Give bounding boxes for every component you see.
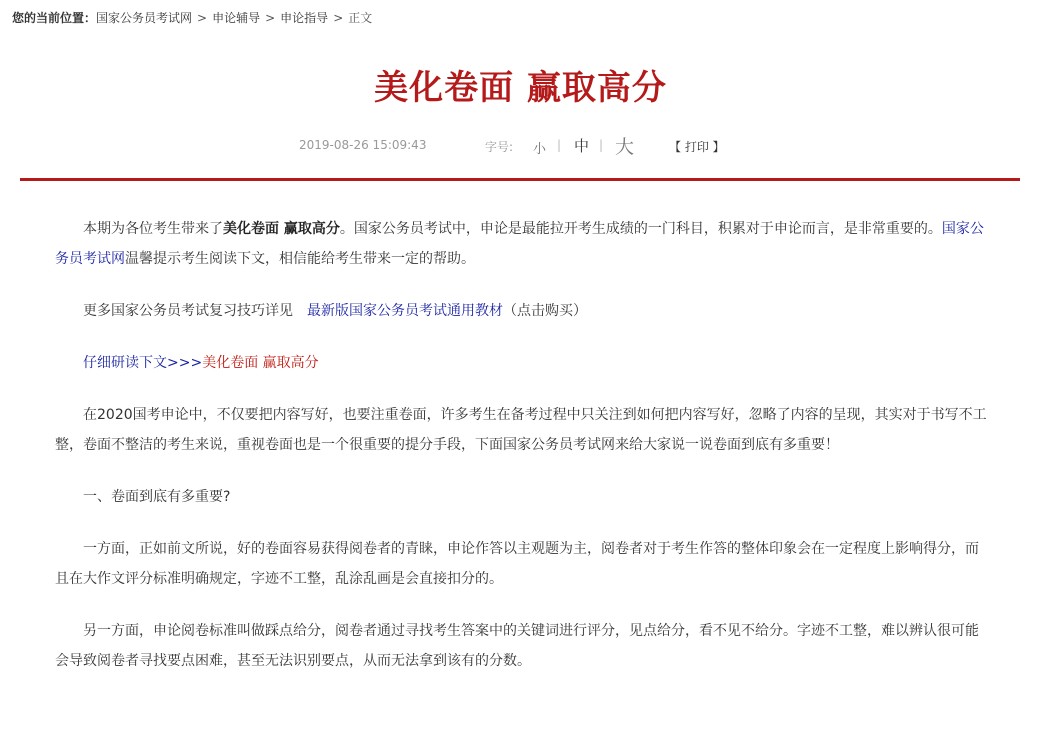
read-more-link[interactable]: 仔细研读下文>>> — [83, 355, 203, 371]
article-paragraph: 另一方面，申论阅卷标准叫做踩点给分，阅卷者通过寻找考生答案中的关键词进行评分，见点给分，看不见不给分。字迹不工整，难以辨认很可能会导致阅卷者寻找要点困难，甚至无法识别要点，从而无法拿到该有的分数。 — [55, 623, 979, 669]
article-paragraph: 一方面，正如前文所说，好的卷面容易获得阅卷者的青睐，申论作答以主观题为主，阅卷者对于考生作答的整体印象会在一定程度上影响得分，而且在大作文评分标准明确规定，字迹不工整，乱涂乱画是会直接扣分的。 — [55, 541, 979, 587]
article-paragraph — [55, 348, 990, 378]
site-link[interactable]: 国家公务员考试网 — [55, 221, 984, 267]
font-size-divider: | — [599, 138, 604, 152]
article-paragraph: 在2020国考申论中，不仅要把内容写好，也要注重卷面，许多考生在备考过程中只关注到如何把内容写好，忽略了内容的呈现，其实对于书写不工整，卷面不整洁的考生来说，重视卷面也是一个很重要的提分手段，下面国家公务员考试网来给大家说一说卷面到底有多重要！ — [55, 407, 987, 453]
article-body — [55, 214, 990, 698]
breadcrumb-link-home[interactable]: 国家公务员考试网 — [96, 11, 193, 25]
paragraph-text: 温馨提示考生阅读下文，相信能给考生带来一定的帮助。 — [125, 251, 475, 267]
paragraph-text: 。国家公务员考试中，申论是最能拉开考生成绩的一门科目，积累对于申论而言，是非常重要的。 — [339, 221, 942, 237]
font-size-medium-button[interactable]: 中 — [574, 137, 590, 155]
font-size-large-button[interactable]: 大 — [615, 136, 635, 158]
breadcrumb-label: 您的当前位置： — [12, 11, 97, 25]
font-size-divider: | — [557, 138, 562, 152]
breadcrumb — [12, 9, 372, 26]
section-heading: 一、卷面到底有多重要? — [83, 489, 231, 505]
paragraph-text: 本期为各位考生带来了 — [83, 221, 223, 237]
article-meta — [0, 134, 1041, 158]
textbook-link[interactable]: 最新版国家公务员考试通用教材 — [307, 303, 503, 319]
breadcrumb-link-shenlun-zhidao[interactable]: 申论指导 — [280, 11, 329, 25]
font-size-small-button[interactable]: 小 — [533, 142, 547, 157]
breadcrumb-link-shenlun-fudao[interactable]: 申论辅导 — [212, 11, 261, 25]
article-paragraph — [55, 214, 990, 274]
breadcrumb-separator: > — [197, 11, 208, 25]
print-button[interactable]: 【 打印 】 — [669, 140, 725, 154]
title-divider — [20, 178, 1020, 181]
article-title: 美化卷面 赢取高分 — [374, 68, 667, 108]
article-paragraph — [55, 296, 990, 326]
breadcrumb-separator: > — [333, 11, 344, 25]
breadcrumb-separator: > — [265, 11, 276, 25]
publish-date: 2019-08-26 15:09:43 — [299, 138, 427, 152]
font-size-label: 字号: — [485, 140, 514, 154]
paragraph-text: 更多国家公务员考试复习技巧详见 — [83, 303, 307, 319]
paragraph-text: （点击购买） — [503, 303, 587, 319]
bold-title-text: 美化卷面 赢取高分 — [223, 221, 340, 237]
highlight-title-text: 美化卷面 赢取高分 — [202, 355, 319, 371]
breadcrumb-current: 正文 — [348, 11, 373, 25]
